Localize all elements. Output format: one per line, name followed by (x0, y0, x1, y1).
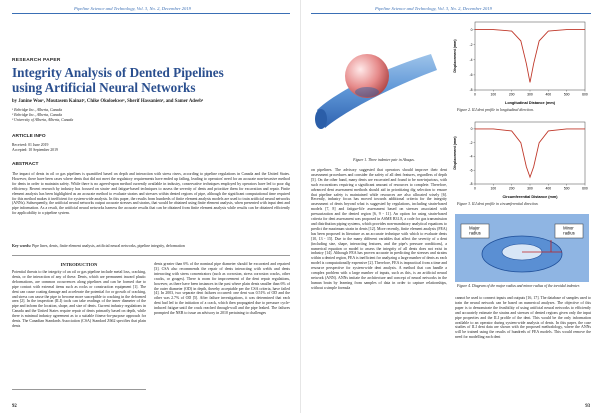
intro-heading: INTRODUCTION (60, 262, 98, 267)
x-tick-label: 500 (563, 92, 570, 97)
major-radius-word-1: Major (469, 225, 480, 231)
intro-column-2: dents greater than 6% of the nominal pipe diameter should be excavated and repaired [3]. CSA also recommends the repair of dents interacting with welds and dents interacting with stress concentrators (such as corrosion, stress corrosion cracks, other cracks, or gouges). There is room for improvement of the dent repair regulations, however, as there have been instances in the past where plain dents smaller than 6% of the outer diameter (OD) in depth, thereby acceptable per the CSA criteria, have failed [4]. In 2003, two separate dent failures occurred: one dent was 0.51% of OD and the other was 2.7% of OD [5]. After failure investigations, it was determined that each dent had led to the initiation of a crack, which then propagated due to pressure cycle-induced fatigue until the crack reached through-wall and the pipe leaked. The failures prompted the NEB to issue an advisory in 2010 pertaining to challenges (154, 262, 290, 316)
affiliation-2: ² Enbridge Inc., Alberta, Canada (12, 113, 63, 117)
right-page (300, 0, 600, 413)
keywords-list: Pipe lines, dents, finite element analysis, artificial neural networks, pipeline integrity, deformation (31, 244, 185, 248)
article-title: Integrity Analysis of Dented Pipelines using Artificial Neural Networks (12, 65, 224, 95)
x-tick-label: 400 (545, 186, 552, 191)
y-tick-label: -2 (469, 140, 473, 145)
x-tick-label: 0 (474, 186, 476, 191)
figure-2-caption: Figure 2. ILI dent profile in longitudinal direction. (457, 108, 534, 112)
y-axis-label: Displacement (mm) (453, 39, 457, 73)
y-tick-label: -4 (469, 154, 473, 159)
affiliation-1: ¹ Enbridge Inc., Alberta, Canada (12, 108, 63, 112)
y-tick-label: -2 (469, 42, 473, 47)
running-header-left: Pipeline Science and Technology, Vol. 3, No. 2, December 2019 (74, 6, 191, 11)
minor-radius-label (563, 226, 575, 236)
footnote-divider (12, 389, 146, 390)
body-column-3: on pipelines. The advisory suggested that operators should improve their dent assessment procedures and consider the safety of all dent features, regardless of depth [5]. On the other hand, many dents are excavated and found to be non-injurious, with such excavations requiring a significant amount of resources to complete. Therefore, advanced dent assessment methods should aid in prioritizing dig selection to ensure that pipeline safety is maintained while resources are also allocated wisely [6]. Recently, industry focus has moved towards additional criteria for the integrity assessment of dents beyond what is suggested by regulations, including strain-based models [7, 8] and fatigue-life assessment based on stresses associated with pressurization and the dented region [6, 9 - 11]. An option for using strain-based criteria for dent assessment was proposed in ASME B31.8, a code for gas transmission and distribution piping systems, which provides non-mandatory analytical equations to predict the maximum strain in dents [12]. More recently, finite element analysis (FEA) has been proposed in literature as an accurate technique with which to evaluate dents [10, 13 - 15]. Due to the many different variables that affect the severity of a dent (including size, shape, interacting features, and the pipe's pressure conditions), a numerical equation or model to assess the integrity of all dents does not exist in industry [14]. Although FEA has proven accurate in predicting the stresses and strains within a dented region, FEA is inefficient for analyzing a large number of dents as each model is computationally expensive [2]. Therefore, FEA is impractical from a time and resource perspective for system-wide dent analysis. A method that can handle a complex problem with a large number of inputs, such as this, is an artificial neural network (ANN). ANNs imitate the architecture and concept of neural networks in the human brain by learning from samples of data in order to capture relationships, without a simple formula (311, 168, 447, 290)
article-history (12, 143, 58, 153)
y-tick-label: 0 (470, 27, 473, 32)
dent-region (355, 87, 379, 97)
affiliation-3: ³ University of Alberta, Alberta, Canada (12, 118, 74, 122)
minor-radius-word-1: Minor (563, 225, 574, 231)
affiliations (12, 108, 73, 123)
major-radius-word-2: radius (469, 230, 481, 236)
section-label: RESEARCH PAPER (12, 58, 61, 63)
abstract-divider (12, 255, 290, 256)
x-tick-label: 0 (474, 92, 476, 97)
minor-radius-word-2: radius (563, 230, 575, 236)
page-number-left: 92 (12, 404, 17, 409)
figure-1-indenter (311, 18, 446, 156)
accepted-date: Accepted: 10 September 2019 (12, 148, 58, 152)
page-number-right: 93 (585, 404, 590, 409)
x-axis-label: Longitudinal Distance (mm) (505, 101, 555, 105)
x-tick-label: 300 (527, 186, 533, 191)
header-rule (12, 13, 290, 14)
y-tick-label: -8 (469, 182, 473, 187)
abstract-label: ABSTRACT (12, 162, 39, 167)
x-axis-label: Circumferential Distance (mm) (502, 195, 558, 199)
figure-3-caption: Figure 3. ILI dent profile in circumferential direction. (457, 202, 539, 206)
y-axis-label: Displacement (mm) (453, 136, 457, 170)
figure-1-caption: Figure 1. Three indenter pair in Abaqus. (353, 158, 415, 162)
abstract-text: The impact of dents in oil or gas pipelines is quantified based on depth and interaction with stress risers, according to pipeline regulations in Canada and the United States. However, there have been cases where dents that did not meet the regulatory requirements have ended up failing, leading to operators' need for an accurate non-invasive method for dents in order to maintain safety. While there is no agreed-upon method currently available in industry, conservative techniques employed by operators have led to poor dig efficiency. Recent research by industry has focused on strain- and fatigue-based techniques to assess the severity of dents and prioritize them for excavation and repair. Finite element analysis has been highlighted as an accurate method to evaluate strains and stresses within dented regions of pipe, although the significant computational time required for this method makes it inefficient for system-wide analysis. In this paper, the results from hundreds of finite element analysis models are used to train artificial neural networks (ANNs). Subsequently, the artificial neural networks output accurate stresses and strains, that would be obtained using finite element analysis, when presented with input dent and pipe information. As a result, the artificial neural networks harness the accurate results that can be obtained from finite element analysis while results can be obtained efficiently for applicability to a pipeline system. (12, 172, 290, 216)
x-tick-label: 100 (490, 186, 497, 191)
header-rule (311, 13, 591, 14)
pipe-end (315, 109, 327, 129)
authors: by Janine Woo¹, Moutasem Kainat², Chike Okoloekwe¹, Sherif Hassanien², and Samer Adeeb¹ (12, 99, 204, 104)
x-tick-label: 200 (508, 92, 515, 97)
x-tick-label: 300 (527, 92, 533, 97)
intro-column-1: Potential threats to the integrity of an oil or gas pipeline include metal loss, cracking, dents, or the interaction of any of these. Dents, which are permanent inward plastic deformations, are common occurrences along pipelines and can be formed due to pipe contact with external items such as rocks or construction equipment [1]. The dent can cause coating damage and accelerate the potential for or growth of cracking, and stress can cause the pipe to become more susceptible to cracking in the deformed area [2]. In the inspection (ILI) tools can take readings of the inner diameter of the pipe and inform the location, shape, and size of dents. Current industry regulations in Canada and the United States require repair of dents primarily based on depth, while there is minimal industry agreement as to a suitable fitness-for-purpose approach for dents. The Canadian Standards Association (CSA) Standard Z662 specifies that plain dents (12, 270, 146, 328)
figure-3-plot (451, 116, 591, 200)
body-column-4: cannot be used to connect inputs and outputs [16, 17]. The database of samples used to train the neural network can be based on numerical analyses. The objective of this paper is to demonstrate the feasibility of using artificial neural networks to efficiently and accurately estimate the strains and stresses of dented regions given only the input pipe properties and the ILI profile of the dent. This would be the only information available to an operator during system-wide analysis of dents. In this paper, the case studies of ILI dent data are shown with the proposed methodology, where the ANNs will be trained using the results of hundreds of FEA models. This would remove the need for modelling each dent (455, 296, 591, 340)
figure-4-diagram (455, 214, 589, 282)
y-tick-label: -6 (469, 168, 473, 173)
figure-2-plot (451, 16, 591, 106)
x-tick-label: 200 (508, 186, 515, 191)
keywords-label: Key words: (12, 244, 32, 248)
figure-4-caption: Figure 4. Diagram of the major radius and minor radius of the toroidal indenter. (457, 284, 580, 288)
y-tick-label: -8 (469, 88, 473, 93)
y-tick-label: -4 (469, 57, 473, 62)
x-tick-label: 400 (545, 92, 552, 97)
y-tick-label: 0 (470, 127, 473, 132)
keywords (12, 244, 290, 249)
x-tick-label: 600 (582, 92, 588, 97)
article-info-label: ARTICLE INFO (12, 134, 46, 139)
y-tick-label: -6 (469, 73, 473, 78)
x-tick-label: 500 (563, 186, 570, 191)
x-tick-label: 600 (582, 186, 588, 191)
received-date: Received: 01 June 2019 (12, 143, 49, 147)
major-radius-label (469, 226, 481, 236)
running-header-right: Pipeline Science and Technology, Vol. 3, No. 2, December 2019 (375, 6, 492, 11)
x-tick-label: 100 (490, 92, 497, 97)
